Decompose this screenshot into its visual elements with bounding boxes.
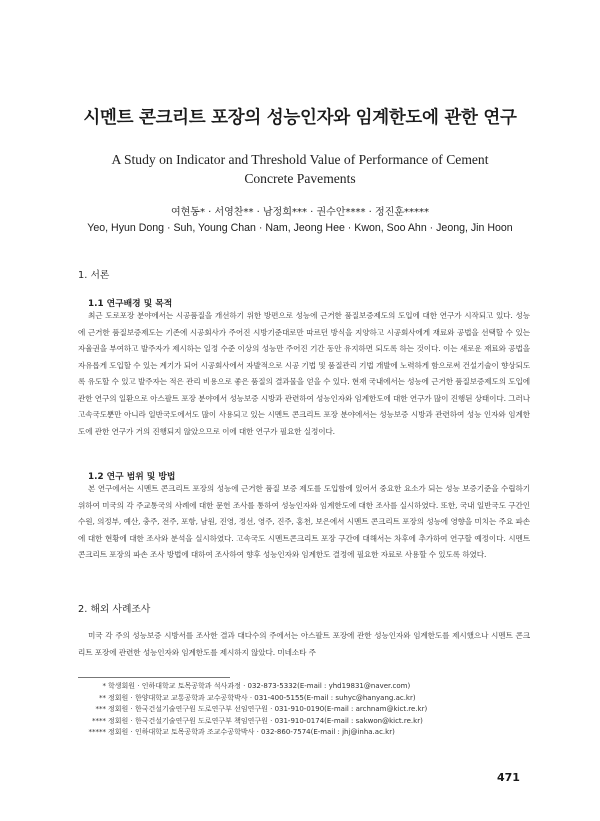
section-1-1-heading: 1.1 연구배경 및 목적 — [88, 299, 173, 309]
page-number: 471 — [497, 771, 520, 784]
footnote-text: 정회원 · 한국건설기술연구원 도로연구부 책임연구원 · 031-910-0174(E-mail : sakwon@kict.re.kr) — [108, 716, 423, 725]
section-1-1-body: 최근 도로포장 분야에서는 시공품질을 개선하기 위한 방편으로 성능에 근거한 품질보증제도의 도입에 대한 연구가 시작되고 있다. 성능에 근거한 품질보증제도는 기존에 시공회사가 주어진 시방기준대로만 따르던 방식을 지양하고 시공회사에게 재료와 공법을 선택할 수 있는 자율권을 부여하고 발주자가 제시하는 일정 수준 이상의 성능만 주어진 기간 동안 유지하면 되도록 하는 것이다. 이는 새로운 재료와 공법을 자유롭게 도입할 수 있는 계기가 되어 시공회사에서 자발적으로 시공 기법 및 품질관리 기법 개발에 노력하게 함으로써 건설기술이 향상되도록 유도할 수 있고 발주자는 적은 관리 비용으로 좋은 품질의 결과물을 얻을 수 있다. 현재 국내에서는 성능에 근거한 품질보증제도의 도입에 관한 연구의 일환으로 아스팔트 포장 분야에서 성능보증 시방과 관련하여 성능인자와 임계한도에 대한 연구가 많이 진행된 상태이다. 그러나 고속국도뿐만 아니라 일반국도에서도 많이 사용되고 있는 시멘트 콘크리트 포장 분야에서는 성능보증 시방과 관련하여 성능 인자와 임계한도에 관한 연구가 거의 진행되지 않았으므로 이에 대한 연구가 필요한 실정이다. — [78, 311, 530, 436]
section-2-heading: 2. 해외 사례조사 — [78, 604, 151, 615]
section-2-body: 미국 각 주의 성능보증 시방서를 조사한 결과 대다수의 주에서는 아스팔트 포장에 관한 성능인자와 임계한도를 제시했으나 시멘트 콘크리트 포장에 관련한 성능인자와 임계한도를 제시하지 않았다. 미네소타 주 — [78, 631, 530, 657]
footnote-marker: *** — [95, 705, 106, 713]
footnote-marker: ** — [99, 693, 106, 702]
section-1-heading: 1. 서론 — [78, 270, 110, 281]
author-list-korean: 여현동* · 서영찬** · 남정희*** · 권수안**** · 정진훈***** — [170, 207, 430, 218]
footnote-5 — [78, 727, 538, 739]
footnote-marker: ***** — [88, 728, 106, 736]
paper-title-english-line-2: Concrete Pavements — [244, 171, 356, 186]
footnote-4 — [78, 716, 538, 728]
footnote-divider — [78, 677, 230, 678]
footnote-marker: * — [102, 682, 106, 690]
author-footnotes — [78, 681, 538, 739]
footnote-1 — [78, 681, 538, 693]
footnote-text: 정회원 · 한양대학교 교통공학과 교수공학박사 · 031-400-5155(E-mail : suhyc@hanyang.ac.kr) — [108, 693, 416, 702]
paper-title-english-line-1: A Study on Indicator and Threshold Value of Performance of Cement — [111, 152, 489, 167]
paper-title-english — [0, 150, 600, 188]
section-1-2-body: 본 연구에서는 시멘트 콘크리트 포장의 성능에 근거한 품질 보증 제도를 도입함에 있어서 중요한 요소가 되는 성능 보증기준을 수립하기 위하여 미국의 각 주교통국의 사례에 대한 문헌 조사를 통하여 성능인자와 임계한도에 대한 조사를 실시하였다. 또한, 국내 일반국도 구간인 수원, 의정부, 예산, 충주, 전주, 포항, 남원, 진영, 정선, 영주, 진주, 홍천, 보은에서 시멘트 콘크리트 포장의 성능에 영향을 미치는 주요 파손에 대한 현황에 대한 조사와 분석을 실시하였다. 고속국도 시멘트콘크리트 포장 구간에 대해서는 차후에 추가하여 연구할 예정이다. 시멘트 콘크리트 포장의 파손 조사 방법에 대하여 조사하여 향후 성능인자와 임계한도 결정에 필요한 자료로 사용할 수 있도록 하였다. — [78, 484, 530, 559]
paper-title-korean: 시멘트 콘크리트 포장의 성능인자와 임계한도에 관한 연구 — [83, 108, 517, 128]
author-list-english: Yeo, Hyun Dong · Suh, Young Chan · Nam, Jeong Hee · Kwon, Soo Ahn · Jeong, Jin Hoon — [87, 222, 513, 234]
footnote-2 — [78, 693, 538, 705]
footnote-text: 학생회원 · 인하대학교 토목공학과 석사과정 · 032-873-5332(E-mail : yhd19831@naver.com) — [108, 682, 411, 690]
section-1-2-heading: 1.2 연구 범위 및 방법 — [88, 472, 176, 482]
footnote-text: 정회원 · 한국건설기술연구원 도로연구부 선임연구원 · 031-910-0190(E-mail : archnam@kict.re.kr) — [108, 705, 428, 713]
footnote-3 — [78, 704, 538, 716]
footnote-marker: **** — [92, 716, 106, 725]
footnote-text: 정회원 · 인하대학교 토목공학과 조교수공학박사 · 032-860-7574(E-mail : jhj@inha.ac.kr) — [108, 728, 395, 736]
